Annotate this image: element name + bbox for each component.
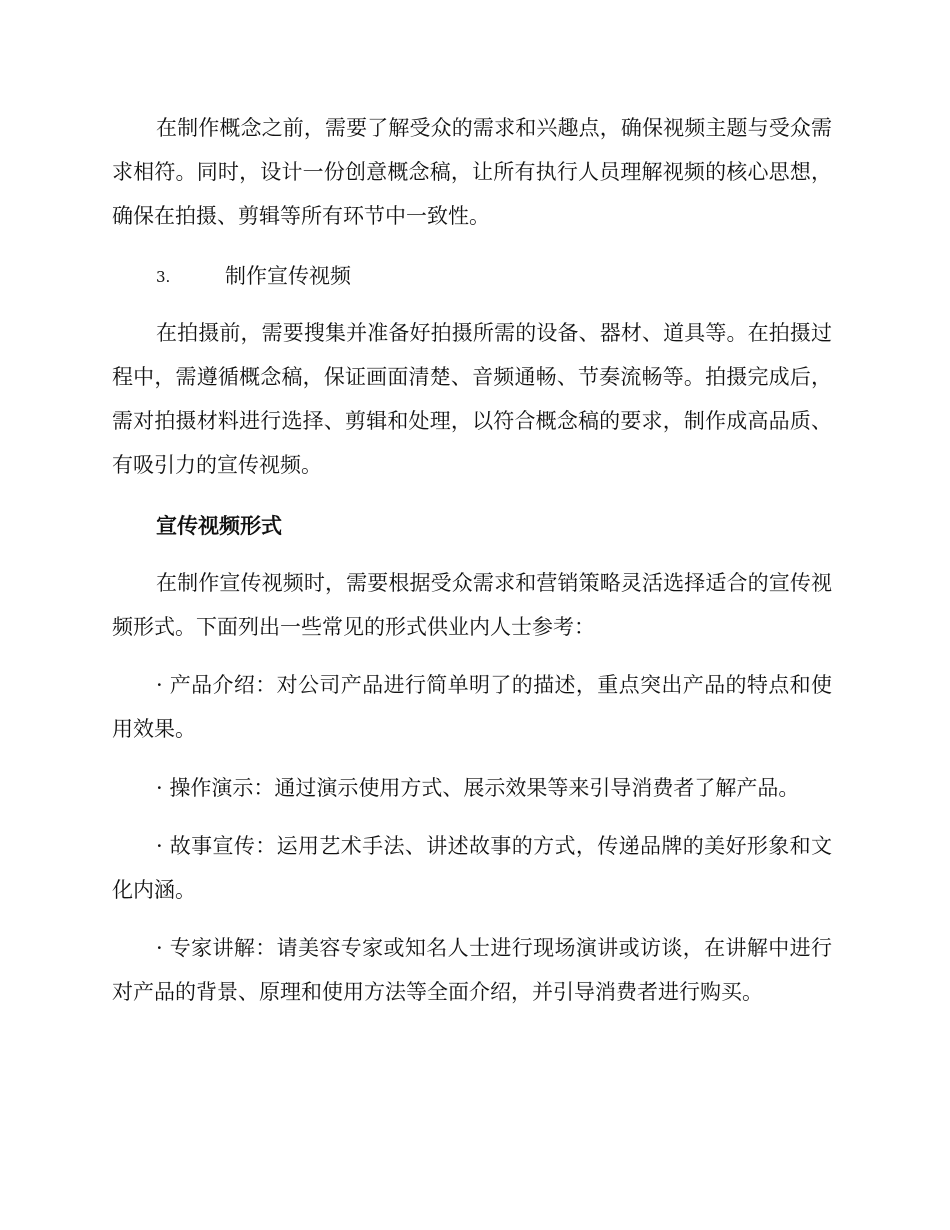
list-item-product-intro: · 产品介绍：对公司产品进行简单明了的描述，重点突出产品的特点和使用效果。 (112, 673, 832, 741)
list-item-operation-demo: · 操作演示：通过演示使用方式、展示效果等来引导消费者了解产品。 (156, 776, 800, 800)
paragraph-concept: 在制作概念之前，需要了解受众的需求和兴趣点，确保视频主题与受众需求相符。同时，设计一份创意概念稿，让所有执行人员理解视频的核心思想，确保在拍摄、剪辑等所有环节中一致性。 (112, 116, 832, 228)
section-heading-video-forms: 宣传视频形式 (156, 513, 282, 538)
section-number: 3. (156, 268, 171, 286)
section-title: 制作宣传视频 (225, 264, 351, 288)
list-item-expert-talk: · 专家讲解：请美容专家或知名人士进行现场演讲或访谈，在讲解中进行对产品的背景、原理和使用方法等全面介绍，并引导消费者进行购买。 (112, 936, 832, 1004)
paragraph-forms-intro: 在制作宣传视频时，需要根据受众需求和营销策略灵活选择适合的宣传视频形式。下面列出一些常见的形式供业内人士参考： (112, 571, 832, 639)
list-item-story-promo: · 故事宣传：运用艺术手法、讲述故事的方式，传递品牌的美好形象和文化内涵。 (112, 834, 832, 902)
paragraph-shooting: 在拍摄前，需要搜集并准备好拍摄所需的设备、器材、道具等。在拍摄过程中，需遵循概念稿，保证画面清楚、音频通畅、节奏流畅等。拍摄完成后，需对拍摄材料进行选择、剪辑和处理，以符合概念稿的要求，制作成高品质、有吸引力的宣传视频。 (112, 321, 832, 477)
